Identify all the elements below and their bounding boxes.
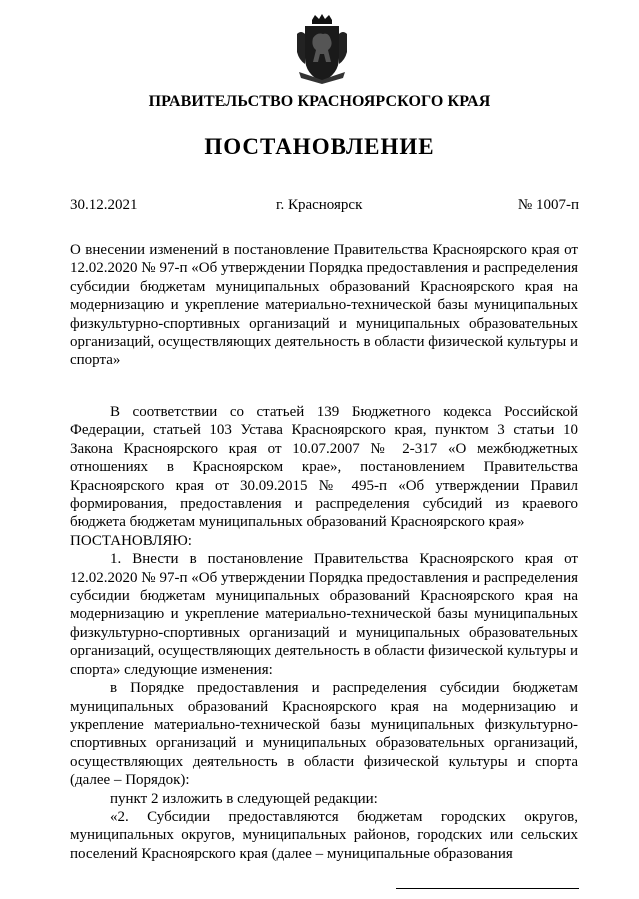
document-subject [70, 241, 578, 370]
quote-paragraph: «2. Субсидии предоставляются бюджетам городских округов, муниципальных округов, муниципальных районов, городских или сельских поселений Красноярского края (далее – муниципальные образования [70, 808, 578, 862]
coat-of-arms-icon [295, 14, 349, 84]
organization-name: ПРАВИТЕЛЬСТВО КРАСНОЯРСКОГО КРАЯ [148, 93, 491, 110]
document-title: ПОСТАНОВЛЕНИЕ [204, 134, 435, 159]
item-1-paragraph: 1. Внести в постановление Правительства Красноярского края от 12.02.2020 № 97-п «Об утверждении Порядка предоставления и распределения субсидии бюджетам муниципальных образований Красноярского края на модернизацию и укрепление материально-технической базы муниципальных физкультурно-спортивных организаций и муниципальных образовательных организаций, осуществляющих деятельность в области физической культуры и спорта» следующие изменения: [70, 551, 578, 678]
document-number: № 1007-п [517, 197, 579, 213]
footer-rule [396, 888, 579, 889]
document-city: г. Красноярск [276, 197, 363, 213]
procedure-paragraph: в Порядке предоставления и распределения субсидии бюджетам муниципальных образований Красноярского края на модернизацию и укрепление материально-технической базы муниципальных физкультурно-спортивных организаций и муниципальных образовательных организаций, осуществляющих деятельность в области физической культуры и спорта (далее – Порядок): [70, 680, 578, 789]
preamble-paragraph: В соответствии со статьей 139 Бюджетного кодекса Российской Федерации, статьей 103 Устава Красноярского края, пунктом 3 статьи 10 Закона Красноярского края от 10.07.2007 № 2-317 «О межбюджетных отношениях в Красноярском крае», постановлением Правительства Красноярского края от 30.09.2015 № 495-п «Об утверждении Правил формирования, предоставления и распределения субсидий из краевого бюджета бюджетам муниципальных образований Красноярского края» [70, 404, 578, 531]
subject-text: О внесении изменений в постановление Правительства Красноярского края от 12.02.2020 № 97-п «Об утверждении Порядка предоставления и распределения субсидии бюджетам муниципальных образований Красноярского края на модернизацию и укрепление материально-технической базы муниципальных физкультурно-спортивных организаций и муниципальных образовательных организаций, осуществляющих деятельность в области физической культуры и спорта» [70, 242, 578, 369]
decree-word: ПОСТАНОВЛЯЮ: [70, 532, 192, 549]
document-body [70, 403, 578, 863]
point-2-paragraph: пункт 2 изложить в следующей редакции: [110, 790, 378, 807]
document-date: 30.12.2021 [70, 197, 138, 213]
